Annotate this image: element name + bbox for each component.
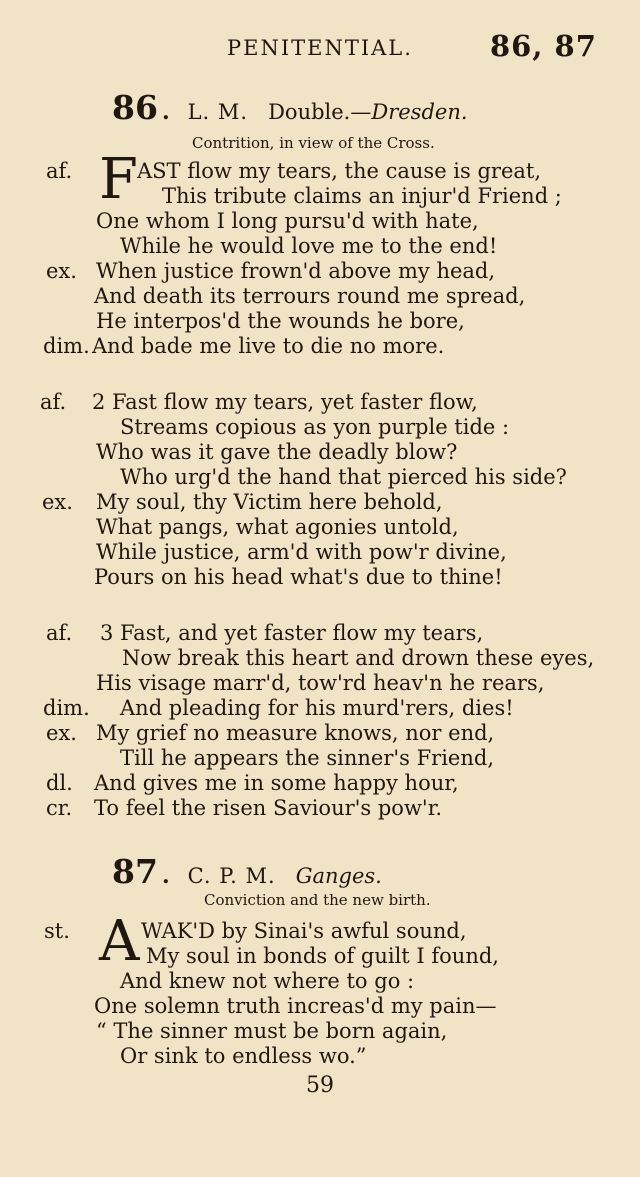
verse-text: Now break this heart and drown these eyes, [122, 646, 595, 670]
verse-text: My grief no measure knows, nor end, [96, 721, 495, 745]
dynamic-mark: dim. [43, 696, 90, 720]
dynamic-mark: st. [44, 919, 70, 943]
verse-text: When justice frown'd above my head, [96, 259, 496, 283]
verse-text: “ The sinner must be born again, [96, 1019, 448, 1043]
dynamic-mark: af. [46, 159, 73, 183]
hymn-87-subject: Conviction and the new birth. [204, 891, 431, 909]
dynamic-mark: ex. [42, 490, 73, 514]
hymn-tune: Dresden. [371, 100, 468, 124]
running-head-numbers: 86, 87 [490, 29, 597, 63]
running-head-title: PENITENTIAL. [227, 36, 413, 60]
verse-text: What pangs, what agonies untold, [96, 515, 459, 539]
verse-text: Pours on his head what's due to thine! [94, 565, 503, 589]
hymn-meter: C. P. M. [187, 864, 276, 888]
verse-text: Who was it gave the deadly blow? [96, 440, 458, 464]
verse-text: This tribute claims an injur'd Friend ; [162, 184, 562, 208]
verse-text: While he would love me to the end! [120, 234, 498, 258]
verse-text: My soul, thy Victim here behold, [96, 490, 443, 514]
dynamic-mark: dl. [46, 771, 73, 795]
hymn-meter: L. M. [187, 100, 249, 124]
verse-text: And pleading for his murd'rers, dies! [120, 696, 514, 720]
hymn-86-heading [112, 88, 468, 127]
verse-text: And bade me live to die no more. [92, 334, 445, 358]
verse-text: To feel the risen Saviour's pow'r. [94, 796, 443, 820]
verse-text: Till he appears the sinner's Friend, [120, 746, 495, 770]
drop-cap-initial: A [99, 909, 140, 974]
hymn-87-heading [112, 852, 382, 891]
verse-text: One solemn truth increas'd my pain— [94, 994, 497, 1018]
hymn-number: 87 [112, 852, 158, 891]
verse-text: 3 Fast, and yet faster flow my tears, [100, 621, 484, 645]
verse-text: AST flow my tears, the cause is great, [137, 159, 542, 183]
verse-text: Streams copious as yon purple tide : [120, 415, 510, 439]
verse-text: And death its terrours round me spread, [94, 284, 526, 308]
dynamic-mark: cr. [46, 796, 73, 820]
drop-cap-initial: F [99, 147, 138, 212]
verse-text: And gives me in some happy hour, [94, 771, 459, 795]
verse-text: Who urg'd the hand that pierced his side? [120, 465, 567, 489]
dynamic-mark: af. [40, 390, 67, 414]
verse-text: Or sink to endless wo.” [120, 1044, 367, 1068]
hymn-86-subject: Contrition, in view of the Cross. [192, 134, 435, 152]
dynamic-mark: dim. [43, 334, 90, 358]
hymn-number-dot: . [161, 99, 170, 125]
verse-text: My soul in bonds of guilt I found, [146, 944, 499, 968]
verse-text: 2 Fast flow my tears, yet faster flow, [92, 390, 478, 414]
dynamic-mark: ex. [46, 721, 77, 745]
dynamic-mark: ex. [46, 259, 77, 283]
hymn-number-dot: . [161, 863, 170, 889]
hymn-number: 86 [112, 88, 158, 127]
verse-text: While justice, arm'd with pow'r divine, [96, 540, 507, 564]
hymn-tune: Ganges. [295, 864, 382, 888]
verse-text: He interpos'd the wounds he bore, [96, 309, 465, 333]
verse-text: His visage marr'd, tow'rd heav'n he rears, [96, 671, 545, 695]
verse-text: WAK'D by Sinai's awful sound, [141, 919, 467, 943]
dynamic-mark: af. [46, 621, 73, 645]
hymn-tune-prefix: Double.— [268, 100, 372, 124]
verse-text: And knew not where to go : [120, 969, 415, 993]
verse-text: One whom I long pursu'd with hate, [96, 209, 479, 233]
page-number: 59 [306, 1073, 334, 1098]
